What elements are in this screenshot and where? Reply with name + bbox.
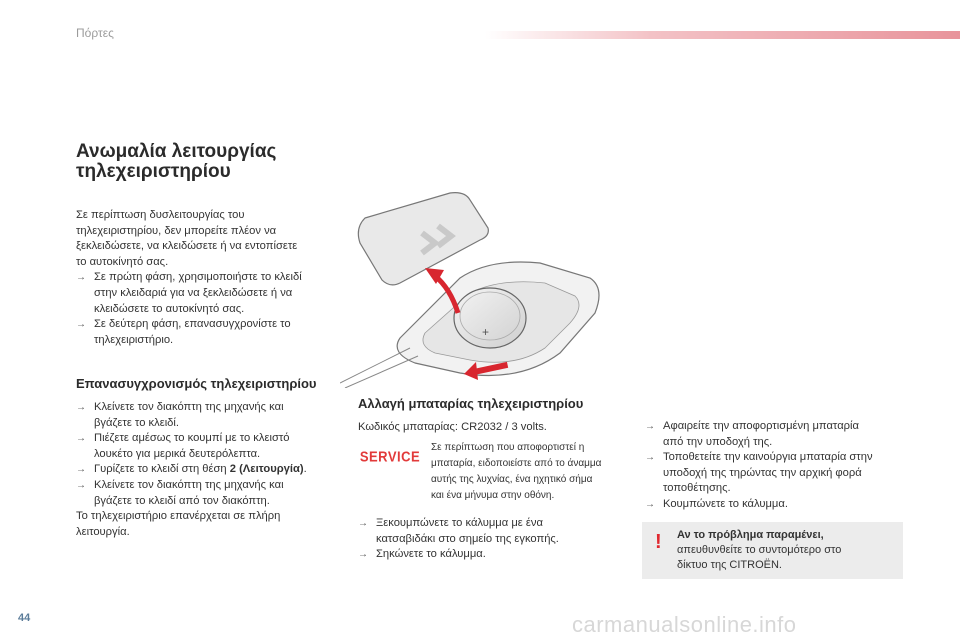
warning-text: Αν το πρόβλημα παραμένει, απευθυνθείτε το συντομότερο στο δίκτυο της CITROËN. [677,528,897,573]
battery-title: Αλλαγή μπαταρίας τηλεχειριστηρίου [358,396,584,411]
battery-coin [454,288,526,348]
page-title [76,142,276,182]
battery-cover [358,193,488,285]
battery-right-steps [645,419,915,513]
warning-title: Αν το πρόβλημα παραμένει, [677,529,824,541]
section-header: Πόρτες [76,26,114,40]
service-note: Σε περίπτωση που αποφορτιστεί η μπαταρία, ειδοποιείστε από το άναμμα αυτής της λυχνίας, ένα ηχητικό σήμα και ένα μήνυμα στην οθόνη. [431,442,602,501]
intro-block [76,208,336,348]
battery-code: Κωδικός μπαταρίας: CR2032 / 3 volts. [358,421,547,433]
title-line-1: Ανωμαλία λειτουργίας [76,141,277,162]
battery-step-2: → Σηκώνετε το κάλυμμα. [358,547,628,563]
battery-step-3: → Αφαιρείτε την αποφορτισμένη μπαταρία από την υποδοχή της. [645,419,915,450]
resync-outro: Το τηλεχειριστήριο επανέρχεται σε πλήρη λειτουργία. [76,510,281,538]
key-fob-illustration [340,188,610,388]
resync-title: Επανασυγχρονισμός τηλεχειριστηρίου [76,376,317,391]
watermark: carmanualsonline.info [572,612,797,637]
intro-bullet-1: → Σε πρώτη φάση, χρησιμοποιήστε το κλειδί στην κλειδαριά για να ξεκλειδώσετε ή να κλειδώσετε το αυτοκίνητό σας. [76,270,336,317]
battery-left-steps [358,516,628,563]
intro-bullet-2: → Σε δεύτερη φάση, επανασυγχρονίστε το τηλεχειριστήριο. [76,317,336,348]
resync-step-1: → Κλείνετε τον διακόπτη της μηχανής και βγάζετε το κλειδί. [76,400,346,431]
intro-line: το αυτοκίνητό σας. [76,255,169,268]
resync-step-3: → Γυρίζετε το κλειδί στη θέση 2 (Λειτουργία). [76,462,346,478]
intro-line: ξεκλειδώσετε, να κλειδώσετε ή να εντοπίσετε [76,240,298,253]
header-rule [485,31,960,39]
service-label: SERVICE [359,447,421,465]
resync-step-4: → Κλείνετε τον διακόπτη της μηχανής και βγάζετε το κλειδί από τον διακόπτη. [76,478,346,509]
page-number: 44 [18,612,31,624]
exclamation-icon: ! [655,531,662,553]
battery-step-4: → Τοποθετείτε την καινούργια μπαταρία στην υποδοχή της τηρώντας την αρχική φορά τοποθέτησης. [645,450,915,497]
title-line-2: τηλεχειριστηρίου [76,161,231,182]
resync-step-2: → Πιέζετε αμέσως το κουμπί με το κλειστό λουκέτο για μερικά δευτερόλεπτα. [76,431,346,462]
battery-step-5: → Κουμπώνετε το κάλυμμα. [645,497,915,513]
service-warning-lamp-icon [360,441,420,471]
battery-step-1: → Ξεκουμπώνετε το κάλυμμα με ένα κατσαβιδάκι στο σημείο της εγκοπής. [358,516,628,547]
intro-line: τηλεχειριστηρίου, δεν μπορείτε πλέον να [76,224,277,237]
svg-text:+: + [482,325,490,339]
intro-line: Σε περίπτωση δυσλειτουργίας του [76,209,245,221]
resync-steps [76,400,346,540]
